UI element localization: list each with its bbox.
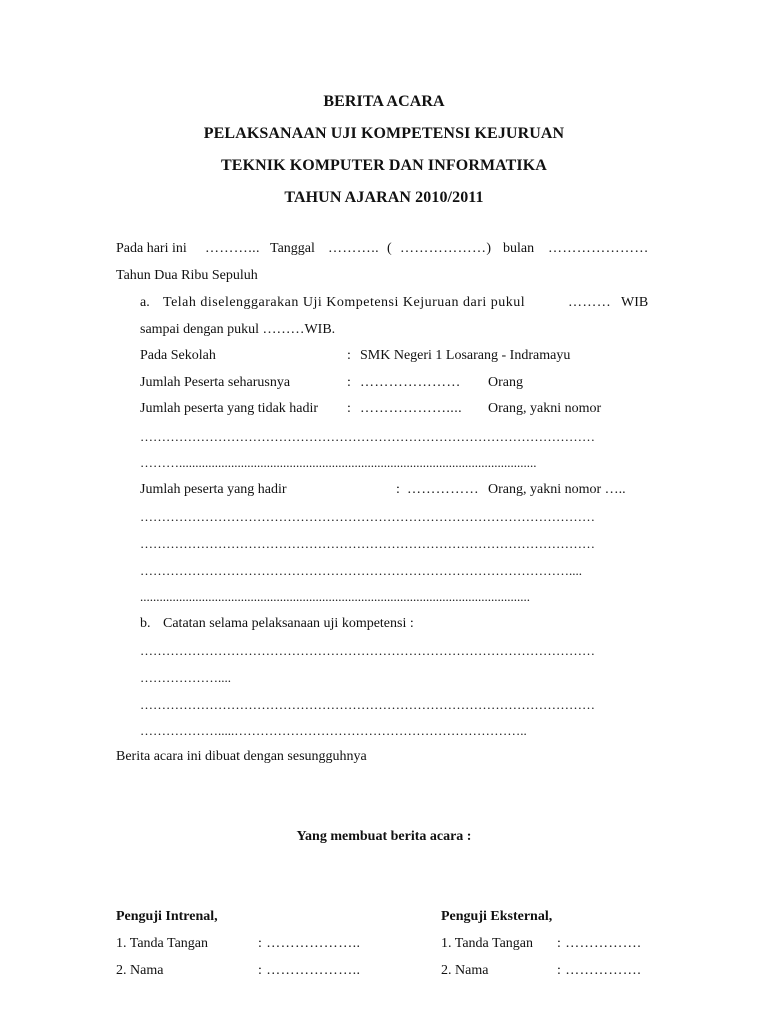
intro-bulan-dots: ………………… <box>548 241 649 256</box>
internal-examiner-title: Penguji Intrenal, <box>116 909 218 924</box>
internal-name-value: : ……………….. <box>258 963 361 978</box>
intro-paren-dots: ………………) <box>400 241 492 256</box>
section-a-marker: a. <box>140 295 150 310</box>
intro-paren-open: ( <box>387 241 392 256</box>
row-tidak-hadir-label: Jumlah peserta yang tidak hadir <box>140 401 319 416</box>
present-line: …………………………………………………………………………………………… <box>140 509 595 524</box>
doc-title: BERITA ACARA <box>323 93 445 110</box>
external-examiner-title: Penguji Eksternal, <box>441 909 553 924</box>
doc-subtitle-1: PELAKSANAAN UJI KOMPETENSI KEJURUAN <box>203 125 565 142</box>
row-seharusnya-colon: : <box>347 375 351 390</box>
signoff-heading: Yang membuat berita acara : <box>296 829 472 844</box>
intro-tanggal-label: Tanggal <box>270 241 315 256</box>
internal-sign-value: : ……………….. <box>258 936 361 951</box>
notes-line: ……………….... <box>140 670 231 685</box>
section-a-line1-dots: ……… <box>568 295 612 310</box>
absent-line: ……….............................................................................................................. <box>140 455 537 470</box>
present-line: ……………………………………………………………………………………….... <box>140 563 582 578</box>
section-a-line2: sampai dengan pukul ………WIB. <box>140 322 336 337</box>
row-tidak-hadir-colon: : <box>347 401 351 416</box>
row-hadir-value: …………… <box>407 482 479 497</box>
absent-line: …………………………………………………………………………………………… <box>140 429 595 444</box>
internal-sign-label: 1. Tanda Tangan <box>116 936 208 951</box>
section-b-marker: b. <box>140 616 151 631</box>
row-seharusnya-value: ………………… <box>360 375 461 390</box>
section-a-line1: Telah diselenggarakan Uji Kompetensi Kejuruan dari pukul <box>163 295 526 310</box>
doc-subtitle-2: TEKNIK KOMPUTER DAN INFORMATIKA <box>221 157 547 174</box>
external-name-value: : ……………. <box>557 963 642 978</box>
closing-statement: Berita acara ini dibuat dengan sesungguhnya <box>116 749 367 764</box>
row-hadir-suffix: Orang, yakni nomor ….. <box>488 482 626 497</box>
row-sekolah-colon: : <box>347 348 351 363</box>
section-b-label: Catatan selama pelaksanaan uji kompetensi : <box>163 616 414 631</box>
row-hadir-colon: : <box>396 482 400 497</box>
external-name-label: 2. Nama <box>441 963 489 978</box>
present-line: ........................................................................................................................ <box>140 589 530 604</box>
intro-pada-hari: Pada hari ini <box>116 241 187 256</box>
present-line: …………………………………………………………………………………………… <box>140 536 595 551</box>
intro-hari-dots: ………... <box>205 241 260 256</box>
row-sekolah-value: SMK Negeri 1 Losarang - Indramayu <box>360 348 571 363</box>
intro-bulan-label: bulan <box>503 241 535 256</box>
section-a-line1-unit: WIB <box>621 295 649 310</box>
notes-line: …………………………………………………………………………………………… <box>140 643 595 658</box>
row-tidak-hadir-suffix: Orang, yakni nomor <box>488 401 602 416</box>
notes-line: ……………….....………………………………………………………….. <box>140 723 527 738</box>
external-sign-value: : ……………. <box>557 936 642 951</box>
row-hadir-label: Jumlah peserta yang hadir <box>140 482 287 497</box>
row-tidak-hadir-value: ……………….... <box>360 401 462 416</box>
doc-subtitle-3: TAHUN AJARAN 2010/2011 <box>284 189 484 206</box>
internal-name-label: 2. Nama <box>116 963 164 978</box>
row-seharusnya-suffix: Orang <box>488 375 523 390</box>
row-seharusnya-label: Jumlah Peserta seharusnya <box>140 375 291 390</box>
notes-line: …………………………………………………………………………………………… <box>140 697 595 712</box>
intro-tahun: Tahun Dua Ribu Sepuluh <box>116 268 258 283</box>
intro-tanggal-dots: ……….. <box>328 241 379 256</box>
external-sign-label: 1. Tanda Tangan <box>441 936 533 951</box>
row-sekolah-label: Pada Sekolah <box>140 348 216 363</box>
